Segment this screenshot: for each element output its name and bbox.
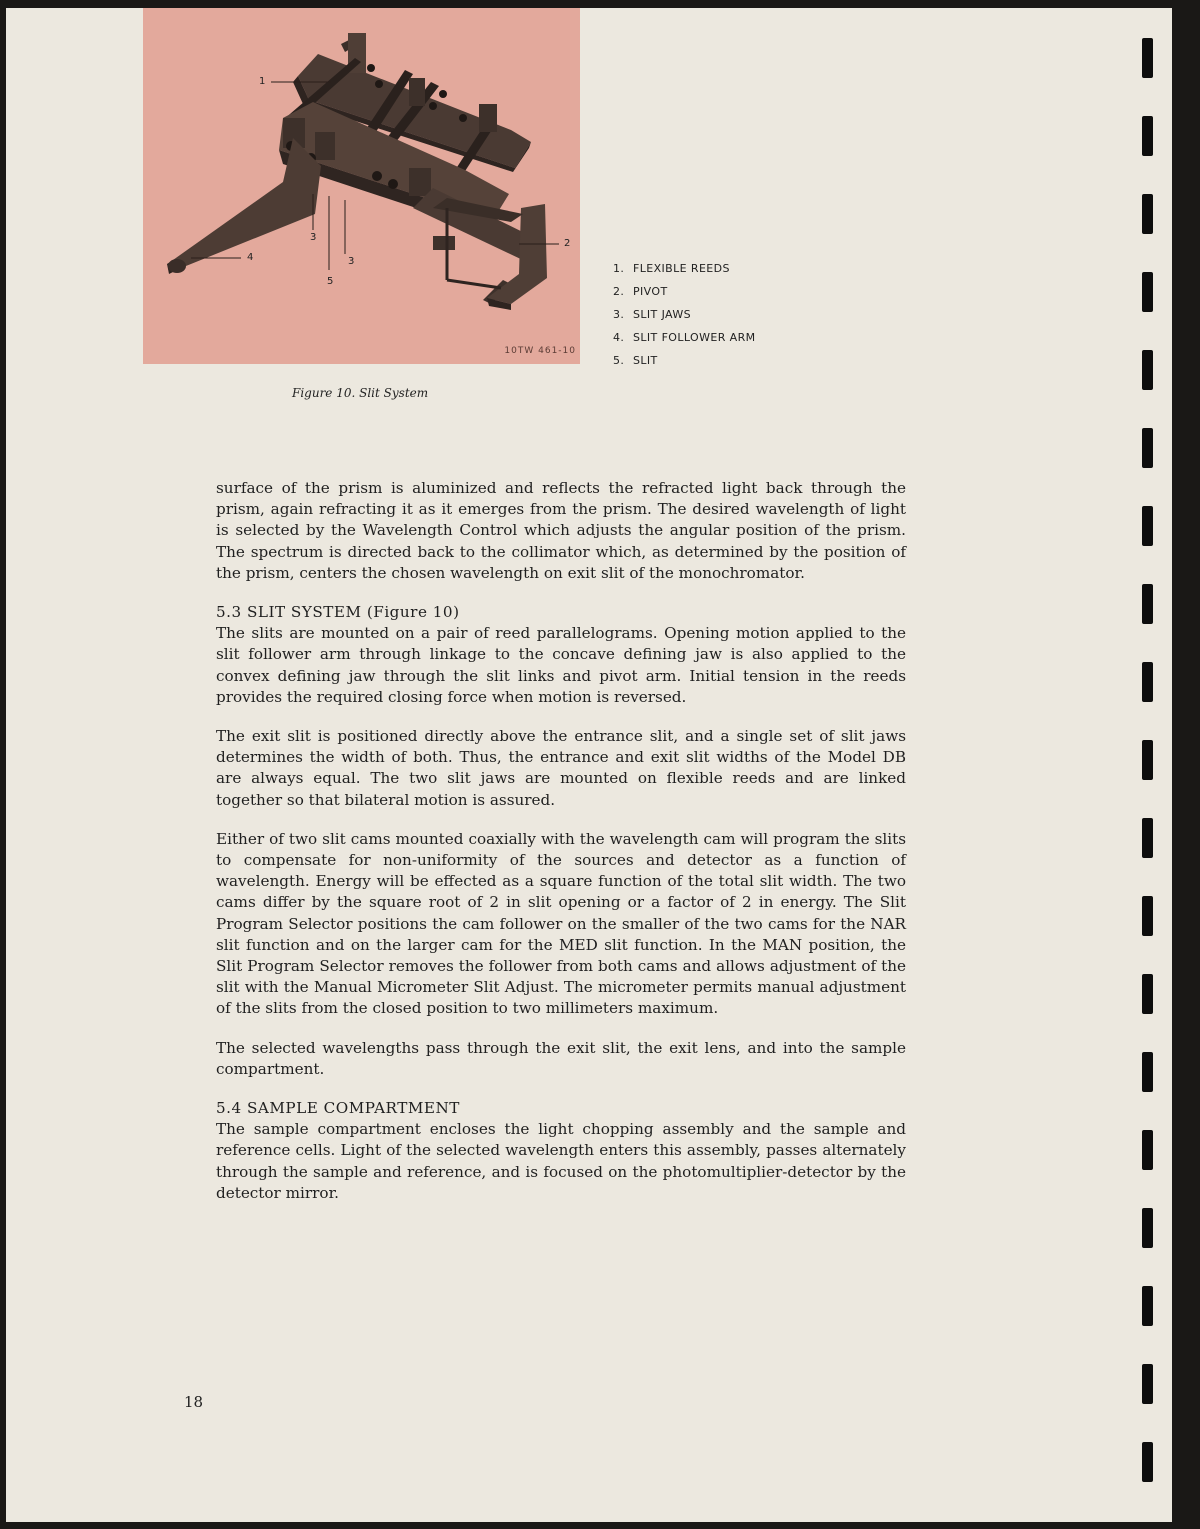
slit-system-photo: [143, 8, 580, 364]
binding-hole: [1142, 584, 1153, 624]
body-text: [216, 478, 906, 1204]
callout-5: 5: [327, 276, 334, 287]
binding-hole: [1142, 1052, 1153, 1092]
legend-item: [613, 330, 756, 353]
callout-3b: 3: [348, 256, 355, 267]
callout-4: 4: [247, 252, 254, 263]
binding-hole: [1142, 116, 1153, 156]
callout-2: 2: [564, 238, 571, 249]
legend-label: PIVOT: [633, 285, 668, 298]
binding-hole: [1142, 740, 1153, 780]
binding-hole: [1142, 1208, 1153, 1248]
legend-number: 2.: [613, 285, 625, 298]
section-heading-5-3: 5.3 SLIT SYSTEM (Figure 10): [216, 603, 460, 622]
legend-label: SLIT: [633, 354, 658, 367]
binding-hole: [1142, 1286, 1153, 1326]
legend-item: [613, 307, 756, 330]
binding-hole: [1142, 1442, 1153, 1482]
binding-hole: [1142, 974, 1153, 1014]
binding-hole: [1142, 662, 1153, 702]
legend-number: 1.: [613, 262, 625, 275]
legend-item: [613, 261, 756, 284]
legend-label: SLIT FOLLOWER ARM: [633, 331, 756, 344]
paragraph-reeds: The slits are mounted on a pair of reed parallelograms. Opening motion applied to the slit follower arm through linkage to the concave defining jaw is also applied to the convex defining jaw through the slit links and pivot arm. Initial tension in the reeds provides the required closing force when motion is reversed.: [216, 624, 906, 706]
page-number: 18: [184, 1393, 204, 1411]
callout-3a: 3: [310, 232, 317, 243]
binding-hole: [1142, 896, 1153, 936]
document-page: [6, 8, 1172, 1522]
binding-hole: [1142, 818, 1153, 858]
legend-number: 5.: [613, 354, 625, 367]
binding-hole: [1142, 1130, 1153, 1170]
photo-code: 10TW 461-10: [504, 346, 576, 356]
paragraph-prism: surface of the prism is aluminized and reflects the refracted light back through the prism, again refracting it as it emerges from the prism. The desired wavelength of light is selected by the Wavelength Control which adjusts the angular position of the prism. The spectrum is directed back to the collimator which, as determined by the position of the prism, centers the chosen wavelength on exit slit of the monochromator.: [216, 479, 906, 582]
paragraph-wavelengths: The selected wavelengths pass through the exit slit, the exit lens, and into the sample compartment.: [216, 1038, 906, 1078]
legend-label: FLEXIBLE REEDS: [633, 262, 730, 275]
legend-number: 4.: [613, 331, 625, 344]
legend-item: [613, 284, 756, 307]
paragraph-slit-cams: Either of two slit cams mounted coaxially with the wavelength cam will program the slits to compensate for non-uniformity of the sources and detector as a function of wavelength. Energy will be effected as a square function of the total slit width. The two cams differ by the square root of 2 in slit opening or a factor of 2 in energy. The Slit Program Selector positions the cam follower on the smaller of the two cams for the NAR slit function and on the larger cam for the MED slit function. In the MAN position, the Slit Program Selector removes the follower from both cams and allows adjustment of the slit with the Manual Micrometer Slit Adjust. The micrometer permits manual adjustment of the slits from the closed position to two millimeters maximum.: [216, 829, 906, 1018]
legend-label: SLIT JAWS: [633, 308, 692, 321]
binding-hole: [1142, 194, 1153, 234]
paragraph-exit-slit: The exit slit is positioned directly above the entrance slit, and a single set of slit jaws determines the width of both. Thus, the entrance and exit slit widths of the Model DB are always equal. The two slit jaws are mounted on flexible reeds and are linked together so that bilateral motion is assured.: [216, 727, 906, 809]
binding-hole: [1142, 1364, 1153, 1404]
binding-hole: [1142, 272, 1153, 312]
callout-1: 1: [259, 76, 266, 87]
paragraph-sample-compartment: The sample compartment encloses the light chopping assembly and the sample and reference cells. Light of the selected wavelength enters this assembly, passes alternately through the sample and reference, and is focused on the photomultiplier-detector by the detector mirror.: [216, 1120, 906, 1202]
legend-number: 3.: [613, 308, 625, 321]
section-heading-5-4: 5.4 SAMPLE COMPARTMENT: [216, 1099, 460, 1118]
binding-hole: [1142, 38, 1153, 78]
legend-item: [613, 353, 756, 376]
binding-hole: [1142, 428, 1153, 468]
slit-system-illustration: [143, 8, 580, 364]
figure-legend: [613, 261, 756, 376]
binding-hole: [1142, 506, 1153, 546]
binding-hole: [1142, 350, 1153, 390]
figure-caption: Figure 10. Slit System: [292, 386, 429, 400]
